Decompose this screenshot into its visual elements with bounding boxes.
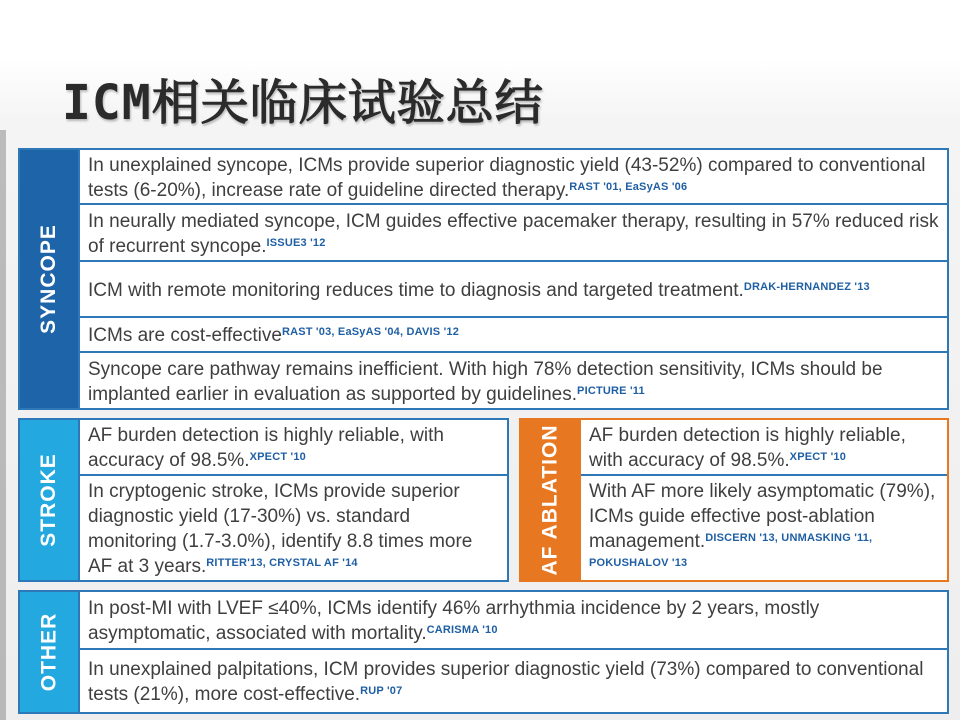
stroke-label: STROKE <box>37 453 61 547</box>
syncope-panel <box>18 148 949 410</box>
syncope-row: In unexplained syncope, ICMs provide superior diagnostic yield (43-52%) compared to conventional tests (6-20%), increase rate of guideline directed therapy.$^{RAST '01, EaSyAS '06}$ <box>80 150 947 205</box>
af-ablation-panel <box>519 418 949 582</box>
af-ablation-row: With AF more likely asymptomatic (79%), ICMs guide effective post-ablation management.$^{DISCERN '13, UNMASKING '11, POKUSHALOV '13}$ <box>589 481 936 569</box>
other-panel <box>18 590 949 714</box>
slide-title: ICM相关临床试验总结 <box>62 75 544 131</box>
syncope-row: Syncope care pathway remains inefficient. With high 78% detection sensitivity, ICMs should be implanted earlier in evaluation as supported by guidelines.$^{PICTURE '11}$ <box>88 358 883 405</box>
af-ablation-label: AF ABLATION <box>538 424 562 576</box>
other-row: In unexplained palpitations, ICM provides superior diagnostic yield (73%) compared to conventional tests (21%), more cost-effective.$^{RUP '07}$ <box>88 659 924 705</box>
af-ablation-sidebar <box>521 420 579 580</box>
citation: RUP '07 <box>360 685 403 697</box>
other-row: In post-MI with LVEF ≤40%, ICMs identify 46% arrhythmia incidence by 2 years, mostly asymptomatic, associated with mortality.$^{CARISMA '10}$ <box>80 592 947 650</box>
syncope-row: ICMs are cost-effective$^{RAST '03, EaSyAS '04, DAVIS '12}$ <box>80 318 947 353</box>
other-sidebar <box>20 592 78 712</box>
stroke-sidebar <box>20 420 78 580</box>
syncope-sidebar <box>20 150 78 408</box>
stroke-panel <box>18 418 509 582</box>
citation: DRAK-HERNANDEZ '13 <box>743 280 870 293</box>
citation: PICTURE '11 <box>577 384 645 397</box>
citation: ISSUE3 '12 <box>266 236 326 249</box>
stroke-row: In cryptogenic stroke, ICMs provide superior diagnostic yield (17-30%) vs. standard monitoring (1.7-3.0%), identify 8.8 times more AF at 3 years.$^{RITTER'13, CRYSTAL AF '14}$ <box>88 481 473 577</box>
other-label: OTHER <box>37 612 60 692</box>
citation: DISCERN '13, UNMASKING '11, POKUSHALOV '13 <box>589 532 873 569</box>
citation: XPECT '10 <box>249 451 306 463</box>
citation: CARISMA '10 <box>426 624 498 636</box>
syncope-label: SYNCOPE <box>37 224 61 334</box>
citation: RITTER'13, CRYSTAL AF '14 <box>206 557 358 569</box>
left-accent-bar <box>0 130 6 720</box>
citation: RAST '01, EaSyAS '06 <box>569 180 688 193</box>
syncope-row: ICM with remote monitoring reduces time to diagnosis and targeted treatment.$^{DRAK-HERNANDEZ '13}$ <box>80 262 947 318</box>
af-ablation-row: AF burden detection is highly reliable, with accuracy of 98.5%.$^{XPECT '10}$ <box>581 420 947 476</box>
citation: XPECT '10 <box>789 451 847 463</box>
stroke-row: AF burden detection is highly reliable, with accuracy of 98.5%.$^{XPECT '10}$ <box>80 420 507 476</box>
citation: RAST '03, EaSyAS '04, DAVIS '12 <box>281 326 460 338</box>
syncope-row: In neurally mediated syncope, ICM guides effective pacemaker therapy, resulting in 57% reduced risk of recurrent syncope.$^{ISSUE3 '12}$ <box>80 205 947 262</box>
